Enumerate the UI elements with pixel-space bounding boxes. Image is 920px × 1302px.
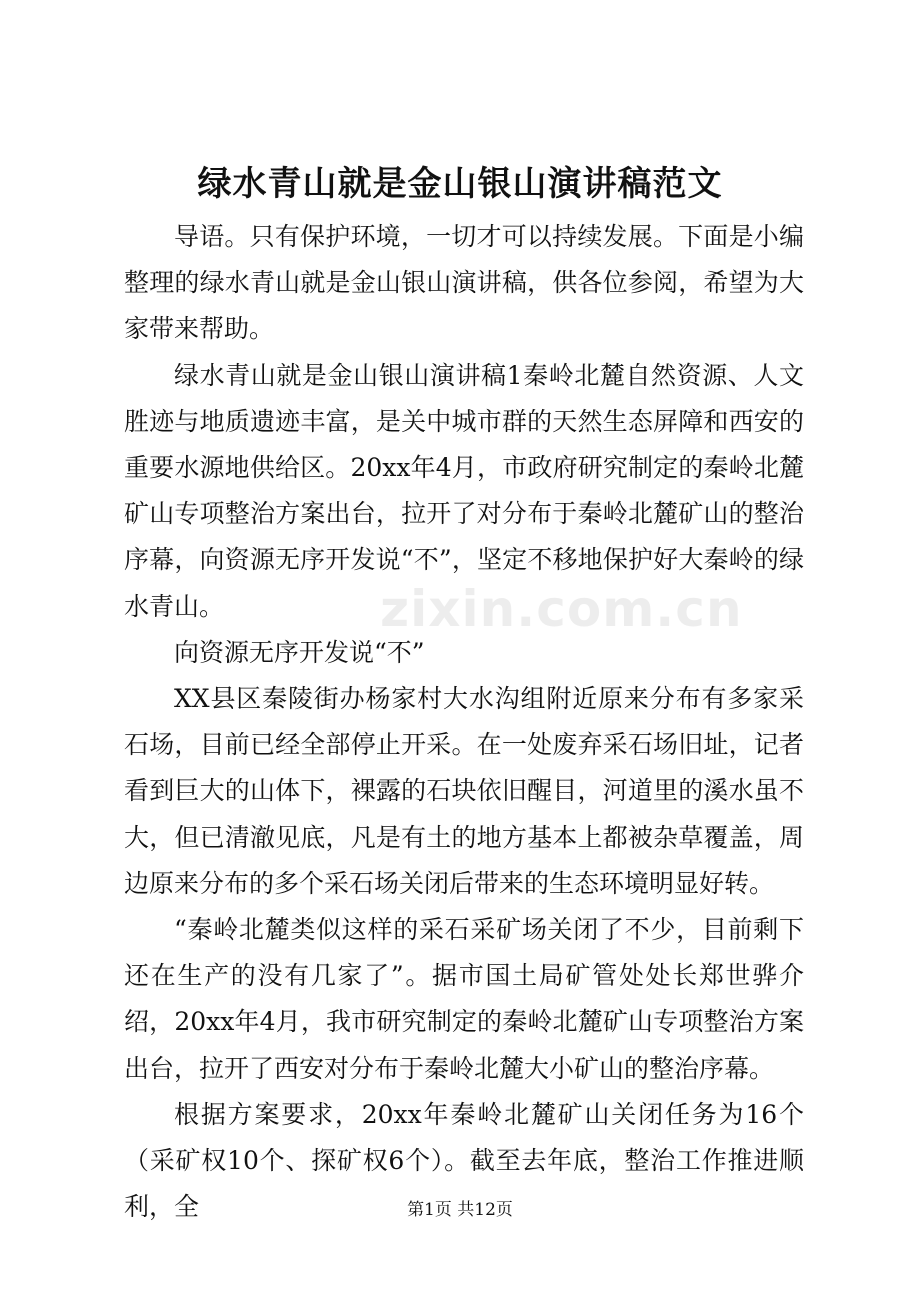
document-body (124, 214, 804, 1230)
paragraph-speech-1: 绿水青山就是金山银山演讲稿1秦岭北麓自然资源、人文胜迹与地质遗迹丰富，是关中城市群的天然生态屏障和西安的重要水源地供给区。20xx年4月，市政府研究制定的秦岭北麓矿山专项整治方案出台，拉开了对分布于秦岭北麓矿山的整治序幕，向资源无序开发说“不”，坚定不移地保护好大秦岭的绿水青山。 (124, 360, 804, 621)
document-title: 绿水青山就是金山银山演讲稿范文 (197, 164, 723, 204)
paragraph-plan: 根据方案要求，20xx年秦岭北麓矿山关闭任务为16个（采矿权10个、探矿权6个）。截至去年底，整治工作推进顺利，全 (124, 1099, 804, 1222)
section-heading: 向资源无序开发说“不” (174, 637, 425, 667)
page-footer: 第1页 共12页 (407, 1200, 513, 1220)
paragraph-intro: 导语。只有保护环境，一切才可以持续发展。下面是小编整理的绿水青山就是金山银山演讲稿，供各位参阅，希望为大家带来帮助。 (124, 222, 804, 344)
site-watermark: zixin.com.cn (380, 580, 743, 638)
paragraph-quarry: XX县区秦陵街办杨家村大水沟组附近原来分布有多家采石场，目前已经全部停止开采。在一处废弃采石场旧址，记者看到巨大的山体下，裸露的石块依旧醒目，河道里的溪水虽不大，但已清澈见底，凡是有土的地方基本上都被杂草覆盖，周边原来分布的多个采石场关闭后带来的生态环境明显好转。 (124, 684, 804, 898)
paragraph-quote: “秦岭北麓类似这样的采石采矿场关闭了不少，目前剩下还在生产的没有几家了”。据市国土局矿管处处长郑世骅介绍，20xx年4月，我市研究制定的秦岭北麓矿山专项整治方案出台，拉开了西安对分布于秦岭北麓大小矿山的整治序幕。 (124, 915, 804, 1083)
